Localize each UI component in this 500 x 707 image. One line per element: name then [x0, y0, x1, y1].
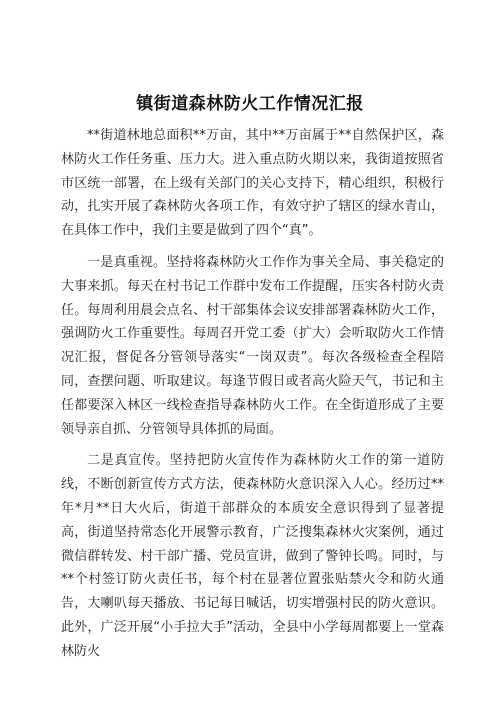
paragraph-intro: **街道林地总面积**万亩，其中**万亩属于**自然保护区，森林防火工作任务重、压力大。进入重点防火期以来，我街道按照省市区统一部署，在上级有关部门的关心支持下，精心组织，积极行动，扎实开展了森林防火各项工作，有效守护了辖区的绿水青山，在具体工作中，我们主要是做到了四个“真”。	[61, 128, 444, 239]
document-body	[61, 124, 444, 672]
paragraph-emphasis: 一是真重视。坚持将森林防火工作作为事关全局、事关稳定的大事来抓。每天在村书记工作群中发布工作提醒，压实各村防火责任。每周利用晨会点名、村干部集体会议安排部署森林防火工作，强调防火工作重要性。每周召开党工委（扩大）会听取防火工作情况汇报，督促各分管领导落实“一岗双责”。每次各级检查全程陪同，查摆问题、听取建议。每逢节假日或者高火险天气，书记和主任都要深入林区一线检查指导森林防火工作。在全街道形成了主要领导亲自抓、分管领导具体抓的局面。	[61, 254, 444, 437]
document-title: 镇街道森林防火工作情况汇报	[136, 94, 364, 114]
paragraph-publicity: 二是真宣传。坚持把防火宣传作为森林防火工作的第一道防线，不断创新宣传方式方法，使森林防火意识深入人心。经历过**年*月**日大火后，街道干部群众的本质安全意识得到了显著提高，街道坚持常态化开展警示教育，广泛搜集森林火灾案例，通过微信群转发、村干部广播、党员宣讲，做到了警钟长鸣。同时，与**个村签订防火责任书，每个村在显著位置张贴禁火令和防火通告，大喇叭每天播放、书记每日喊话，切实增强村民的防火意识。此外，广泛开展“小手拉大手”活动，全县中小学每周都要上一堂森林防火	[61, 453, 444, 659]
